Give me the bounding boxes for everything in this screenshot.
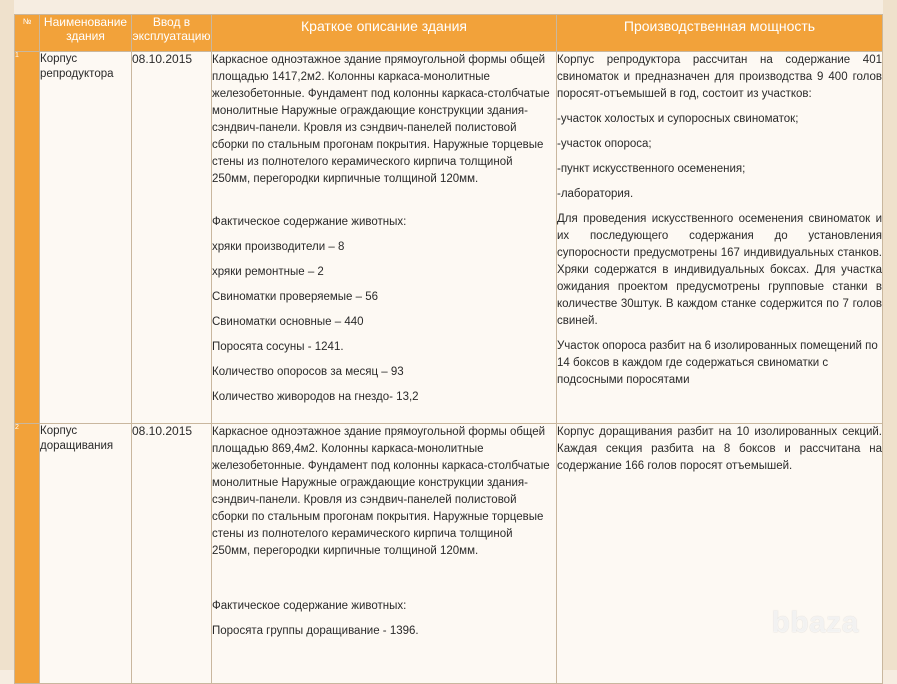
buildings-table [14, 14, 883, 684]
capacity-intro: Корпус доращивания разбит на 10 изолированных секций. Каждая секция разбита на 8 боксов и рассчитана на содержание 166 голов поросят отъемышей. [557, 426, 882, 472]
animal-stat: хряки производители – 8 [212, 241, 345, 253]
animal-stat: Свиноматки основные – 440 [212, 316, 364, 328]
animal-stat: Количество живородов на гнездо- 13,2 [212, 391, 419, 403]
animal-stat: хряки ремонтные – 2 [212, 266, 324, 278]
capacity-item: -лаборатория. [557, 188, 634, 200]
desc-line: монолитные Наружные ограждающие конструкции здания- [212, 105, 528, 117]
left-margin-strip [0, 0, 14, 670]
desc-line: сэндвич-панели. Кровля из сэндвич-панелей полистовой [212, 122, 517, 134]
capacity-paragraph: Для проведения искусственного осеменения свиноматок и их последующего содержания до установления супоросности предусмотрены 167 индивидуальных станков. Хряки содержатся в индивидуальных боксах. Для участка ожидания проектом предусмотрены групповые станки в количестве 30штук. В каждом станке содержится по 7 голов свиней. [557, 213, 882, 327]
building-description [212, 424, 557, 684]
desc-line: железобетонные. Фундамент под колонны каркаса-столбчатые [212, 88, 550, 100]
commission-date: 08.10.2015 [132, 424, 212, 684]
desc-line: сэндвич-панели. Кровля из сэндвич-панелей полистовой [212, 494, 517, 506]
animal-stat: Количество опоросов за месяц – 93 [212, 366, 404, 378]
animal-stat: Свиноматки проверяемые – 56 [212, 291, 378, 303]
animals-title: Фактическое содержание животных: [212, 216, 407, 228]
capacity-intro: Корпус репродуктора рассчитан на содержание 401 свиноматок и предназначен для производства 9 400 голов поросят-отъемышей в год, состоит из участков: [557, 54, 882, 100]
header-date: Ввод в эксплуатацию [132, 15, 212, 52]
header-desc: Краткое описание здания [212, 15, 557, 52]
table-row [15, 52, 883, 424]
building-name: Корпус доращивания [40, 424, 132, 684]
production-capacity [557, 424, 883, 684]
desc-line: сборки по стальным прогонам покрытия. Наружные торцевые [212, 511, 544, 523]
desc-line: площадью 869,4м2. Колонны каркаса-монолитные [212, 443, 484, 455]
desc-line: 250мм, перегородки кирпичные толщиной 120мм. [212, 173, 479, 185]
desc-line: сборки по стальным прогонам покрытия. Наружные торцевые [212, 139, 544, 151]
desc-line: стены из полнотелого керамического кирпича толщиной [212, 528, 513, 540]
header-name: Наименование здания [40, 15, 132, 52]
header-power: Производственная мощность [557, 15, 883, 52]
desc-line: железобетонные. Фундамент под колонны каркаса-столбчатые [212, 460, 550, 472]
capacity-item: -участок опороса; [557, 138, 652, 150]
watermark-logo: bbaza [771, 606, 859, 639]
row-num: 1 [15, 52, 40, 424]
desc-line: 250мм, перегородки кирпичные толщиной 120мм. [212, 545, 479, 557]
animals-title: Фактическое содержание животных: [212, 600, 407, 612]
animal-stat: Поросята сосуны - 1241. [212, 341, 344, 353]
capacity-item: -пункт искусственного осеменения; [557, 163, 746, 175]
desc-line: монолитные Наружные ограждающие конструкции здания- [212, 477, 528, 489]
production-capacity [557, 52, 883, 424]
capacity-paragraph: Участок опороса разбит на 6 изолированных помещений по 14 боксов в каждом где содержаться свиноматки с подсосными поросятами [557, 340, 878, 386]
row-num: 2 [15, 424, 40, 684]
desc-line: Каркасное одноэтажное здание прямоугольной формы общей [212, 426, 546, 438]
desc-line: Каркасное одноэтажное здание прямоугольной формы общей [212, 54, 546, 66]
building-description [212, 52, 557, 424]
capacity-item: -участок холостых и супоросных свиноматок; [557, 113, 799, 125]
right-margin-strip [883, 0, 897, 670]
header-num: № [15, 15, 40, 52]
table-header-row [15, 15, 883, 52]
desc-line: площадью 1417,2м2. Колонны каркаса-монолитные [212, 71, 490, 83]
table-row [15, 424, 883, 684]
commission-date: 08.10.2015 [132, 52, 212, 424]
building-name: Корпус репродуктора [40, 52, 132, 424]
desc-line: стены из полнотелого керамического кирпича толщиной [212, 156, 513, 168]
animal-stat: Поросята группы доращивание - 1396. [212, 625, 419, 637]
